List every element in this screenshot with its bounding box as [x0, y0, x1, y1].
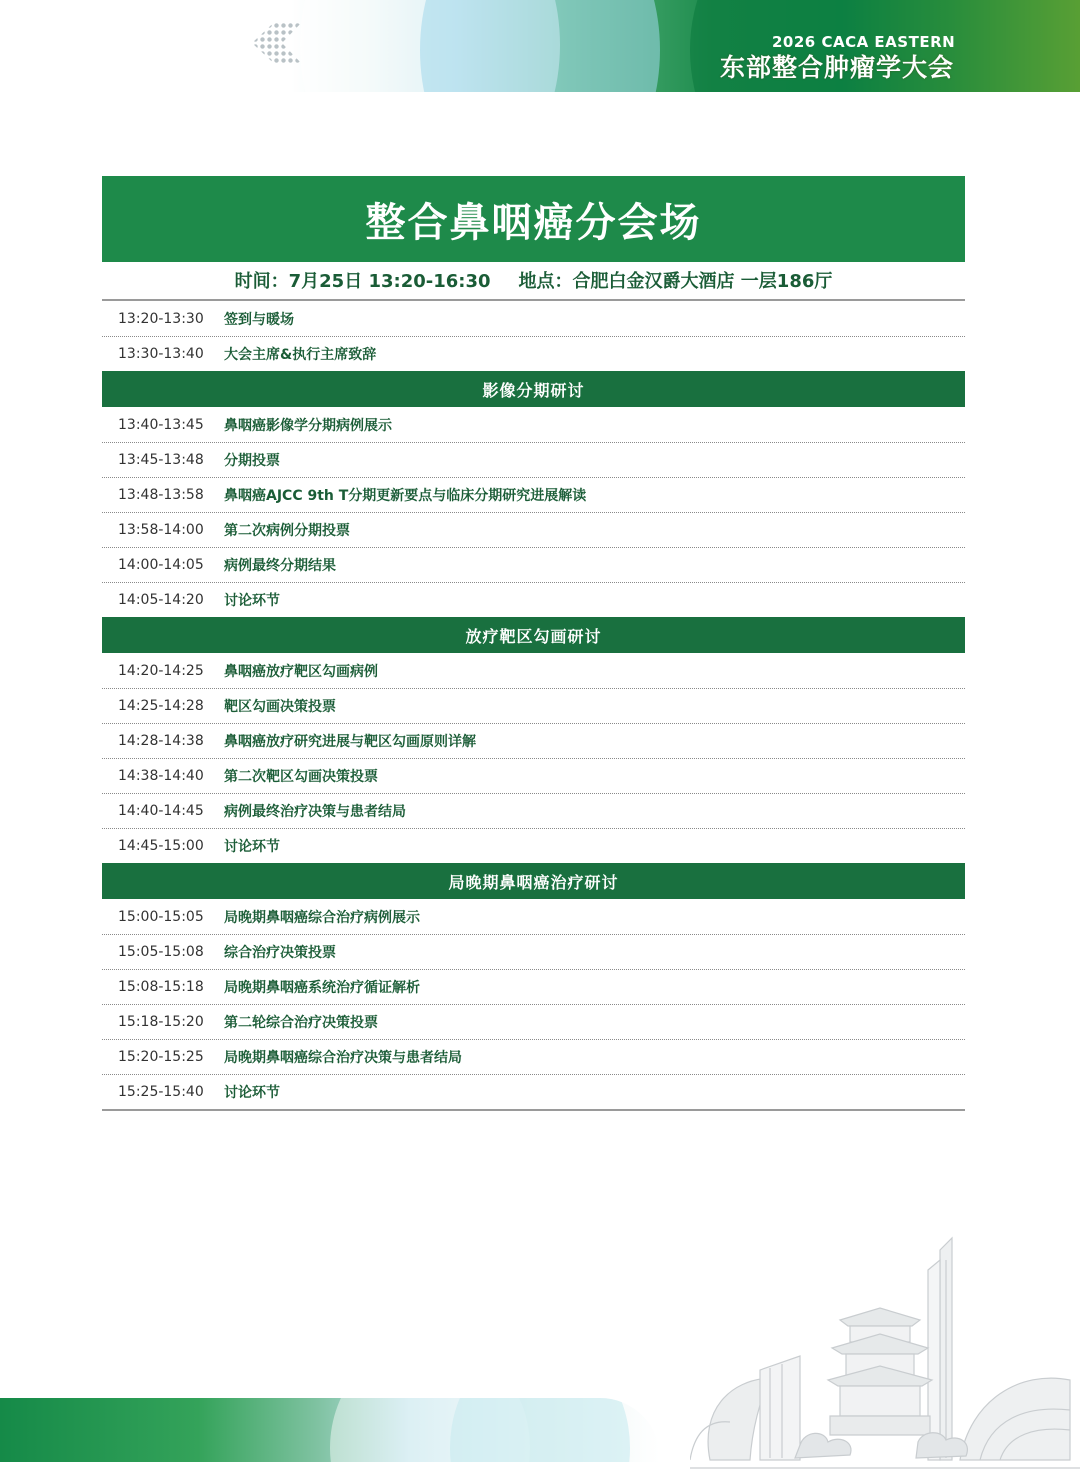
agenda-row: [102, 934, 965, 969]
agenda-time: 14:25-14:28: [118, 697, 204, 714]
agenda-topic: 讨论环节: [224, 1084, 280, 1101]
agenda-topic: 讨论环节: [224, 838, 280, 855]
section-header-target-delineation: 放疗靶区勾画研讨: [102, 617, 965, 653]
agenda-topic: 分期投票: [224, 452, 280, 469]
agenda-row: [102, 653, 965, 688]
section-header-imaging-staging: 影像分期研讨: [102, 371, 965, 407]
agenda-time: 13:40-13:45: [118, 416, 204, 433]
agenda-time: 14:20-14:25: [118, 662, 204, 679]
schedule-end-rule: [102, 1109, 965, 1111]
agenda-topic: 讨论环节: [224, 592, 280, 609]
opening-group: [102, 301, 965, 371]
strip-arc: [450, 1398, 630, 1462]
agenda-row: [102, 969, 965, 1004]
session-title: 整合鼻咽癌分会场: [102, 176, 965, 262]
agenda-time: 15:18-15:20: [118, 1013, 204, 1030]
agenda-row: [102, 1039, 965, 1074]
agenda-time: 15:05-15:08: [118, 943, 204, 960]
agenda-time: 15:25-15:40: [118, 1083, 204, 1100]
agenda-row: [102, 723, 965, 758]
agenda-row: [102, 442, 965, 477]
session-location: 地点：合肥白金汉爵大酒店 一层186厅: [518, 271, 833, 292]
agenda-row: [102, 477, 965, 512]
dot-arrow-icon: [252, 22, 302, 64]
conference-logo-en: 2026 CACA EASTERN: [772, 33, 956, 51]
agenda-row: [102, 688, 965, 723]
agenda-topic: 靶区勾画决策投票: [224, 698, 336, 715]
agenda-topic: 病例最终分期结果: [224, 557, 336, 574]
agenda-topic: 局晚期鼻咽癌综合治疗决策与患者结局: [224, 1049, 462, 1066]
agenda-topic: 鼻咽癌AJCC 9th T分期更新要点与临床分期研究进展解读: [224, 487, 587, 504]
agenda-row: [102, 1074, 965, 1109]
agenda-topic: 大会主席&执行主席致辞: [224, 346, 377, 363]
top-banner: [0, 0, 1080, 92]
agenda-topic: 局晚期鼻咽癌综合治疗病例展示: [224, 909, 420, 926]
agenda-row: [102, 547, 965, 582]
city-skyline-illustration: [690, 1230, 1080, 1470]
agenda-time: 15:20-15:25: [118, 1048, 204, 1065]
bottom-decor-strip: [0, 1398, 660, 1462]
agenda-row: [102, 793, 965, 828]
agenda-topic: 第二次靶区勾画决策投票: [224, 768, 378, 785]
agenda-row: [102, 828, 965, 863]
agenda-topic: 第二轮综合治疗决策投票: [224, 1014, 378, 1031]
agenda-time: 13:45-13:48: [118, 451, 204, 468]
session-info: [102, 262, 965, 301]
agenda-row: [102, 336, 965, 371]
agenda-time: 14:45-15:00: [118, 837, 204, 854]
session-time: 时间：7月25日 13:20-16:30: [234, 271, 491, 292]
agenda-row: [102, 899, 965, 934]
agenda-time: 13:20-13:30: [118, 310, 204, 327]
conference-logo-cn: 东部整合肿瘤学大会: [720, 53, 955, 82]
agenda-topic: 局晚期鼻咽癌系统治疗循证解析: [224, 979, 420, 996]
agenda-time: 15:00-15:05: [118, 908, 204, 925]
banner-arc: [420, 0, 660, 92]
section-group: [102, 653, 965, 863]
agenda-time: 15:08-15:18: [118, 978, 204, 995]
agenda-row: [102, 582, 965, 617]
conference-logo: [720, 30, 970, 86]
agenda-topic: 签到与暖场: [224, 311, 294, 328]
agenda-topic: 鼻咽癌放疗靶区勾画病例: [224, 663, 378, 680]
agenda-row: [102, 407, 965, 442]
agenda-row: [102, 758, 965, 793]
agenda-time: 14:38-14:40: [118, 767, 204, 784]
agenda-time: 14:40-14:45: [118, 802, 204, 819]
agenda-time: 14:28-14:38: [118, 732, 204, 749]
agenda-row: [102, 1004, 965, 1039]
section-group: [102, 407, 965, 617]
agenda-time: 14:00-14:05: [118, 556, 204, 573]
section-group: [102, 899, 965, 1109]
agenda-topic: 综合治疗决策投票: [224, 944, 336, 961]
agenda-time: 13:58-14:00: [118, 521, 204, 538]
agenda-topic: 第二次病例分期投票: [224, 522, 350, 539]
agenda-time: 13:30-13:40: [118, 345, 204, 362]
agenda-row: [102, 301, 965, 336]
schedule: [102, 176, 965, 1111]
agenda-time: 13:48-13:58: [118, 486, 204, 503]
section-header-advanced-treatment: 局晚期鼻咽癌治疗研讨: [102, 863, 965, 899]
agenda-topic: 鼻咽癌放疗研究进展与靶区勾画原则详解: [224, 733, 476, 750]
agenda-topic: 鼻咽癌影像学分期病例展示: [224, 417, 392, 434]
agenda-topic: 病例最终治疗决策与患者结局: [224, 803, 406, 820]
agenda-row: [102, 512, 965, 547]
agenda-time: 14:05-14:20: [118, 591, 204, 608]
